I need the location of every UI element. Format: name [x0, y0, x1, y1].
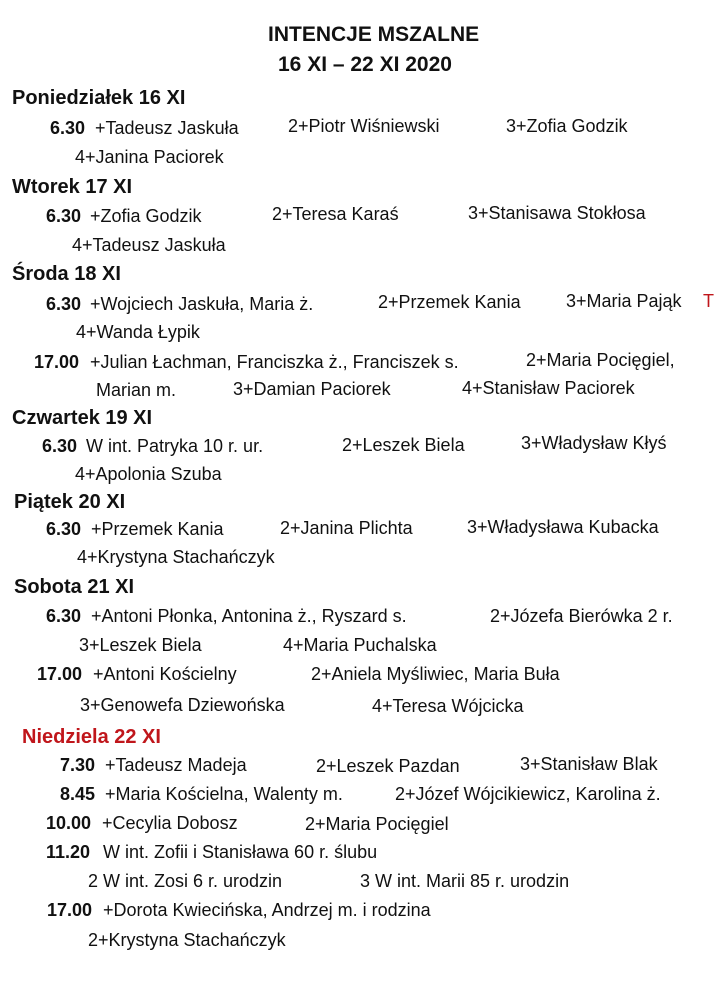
intention: 3+Stanisław Blak	[520, 754, 658, 774]
intention: +Maria Kościelna, Walenty m.	[105, 784, 343, 804]
intention: 2+Maria Pocięgiel	[305, 814, 449, 834]
intention: 2+Janina Plichta	[280, 518, 413, 538]
intention: +Antoni Kościelny	[93, 664, 237, 684]
mass-time: 6.30	[46, 519, 82, 539]
intention: 2+Leszek Pazdan	[316, 756, 460, 776]
intention: Marian m.	[96, 380, 177, 400]
intention: 3+Władysława Kubacka	[467, 517, 659, 537]
red-mark: T	[703, 291, 714, 311]
day-heading-saturday: Sobota 21 XI	[14, 576, 135, 598]
intention: 2+Piotr Wiśniewski	[288, 116, 440, 136]
intention: 2+Józefa Bierówka 2 r.	[490, 606, 673, 626]
intention: 2+Leszek Biela	[342, 435, 465, 455]
intention: 3+Leszek Biela	[79, 635, 202, 655]
intention: 3+Damian Paciorek	[233, 379, 391, 399]
intention: 2+Józef Wójcikiewicz, Karolina ż.	[395, 784, 661, 804]
intention: +Zofia Godzik	[90, 206, 202, 226]
day-heading-sunday: Niedziela 22 XI	[22, 726, 161, 748]
mass-time: 6.30	[46, 206, 82, 226]
intention: 2 W int. Zosi 6 r. urodzin	[88, 871, 283, 891]
intention: 3+Maria Pająk	[566, 291, 682, 311]
intention: +Tadeusz Madeja	[105, 755, 247, 775]
intention: 2+Teresa Karaś	[272, 204, 399, 224]
intention: 4+Apolonia Szuba	[75, 464, 222, 484]
intention: 4+Maria Puchalska	[283, 635, 437, 655]
intention: +Antoni Płonka, Antonina ż., Ryszard s.	[91, 606, 407, 626]
intention: 3+Władysław Kłyś	[521, 433, 667, 453]
intention: 4+Janina Paciorek	[75, 147, 224, 167]
intention: +Cecylia Dobosz	[102, 813, 238, 833]
intention: 4+Wanda Łypik	[76, 322, 200, 342]
mass-time: 17.00	[37, 664, 83, 684]
day-heading-monday: Poniedziałek 16 XI	[12, 87, 186, 109]
day-heading-tuesday: Wtorek 17 XI	[12, 176, 133, 198]
mass-time: 6.30	[46, 294, 82, 314]
date-range: 16 XI – 22 XI 2020	[278, 53, 452, 76]
mass-time: 6.30	[46, 606, 82, 626]
intention: 4+Stanisław Paciorek	[462, 378, 635, 398]
intention: 2+Krystyna Stachańczyk	[88, 930, 286, 950]
intention: W int. Patryka 10 r. ur.	[86, 436, 264, 456]
mass-time: 17.00	[47, 900, 93, 920]
day-heading-friday: Piątek 20 XI	[14, 491, 126, 513]
mass-time: 11.20	[46, 842, 91, 862]
intention: 2+Aniela Myśliwiec, Maria Buła	[311, 664, 560, 684]
mass-time: 10.00	[46, 813, 92, 833]
mass-time: 17.00	[34, 352, 80, 372]
intention: +Wojciech Jaskuła, Maria ż.	[90, 294, 314, 314]
intention: 4+Teresa Wójcicka	[372, 696, 524, 716]
document-title: INTENCJE MSZALNE	[268, 23, 480, 46]
intention: 3 W int. Marii 85 r. urodzin	[360, 871, 570, 891]
mass-time: 6.30	[42, 436, 78, 456]
day-heading-wednesday: Środa 18 XI	[12, 263, 121, 285]
intention: 3+Genowefa Dziewońska	[80, 695, 285, 715]
day-heading-thursday: Czwartek 19 XI	[12, 407, 153, 429]
intention: W int. Zofii i Stanisława 60 r. ślubu	[103, 842, 378, 862]
intention: 2+Przemek Kania	[378, 292, 521, 312]
intention: +Tadeusz Jaskuła	[95, 118, 239, 138]
mass-time: 6.30	[50, 118, 86, 138]
intention: 2+Maria Pocięgiel,	[526, 350, 675, 370]
intention: 3+Zofia Godzik	[506, 116, 628, 136]
intention: +Dorota Kwiecińska, Andrzej m. i rodzina	[103, 900, 431, 920]
intention: +Przemek Kania	[91, 519, 224, 539]
mass-time: 8.45	[60, 784, 96, 804]
intention: 4+Tadeusz Jaskuła	[72, 235, 226, 255]
mass-time: 7.30	[60, 755, 96, 775]
intention: 4+Krystyna Stachańczyk	[77, 547, 275, 567]
intention: +Julian Łachman, Franciszka ż., Franciszek s.	[90, 352, 459, 372]
intention: 3+Stanisawa Stokłosa	[468, 203, 646, 223]
